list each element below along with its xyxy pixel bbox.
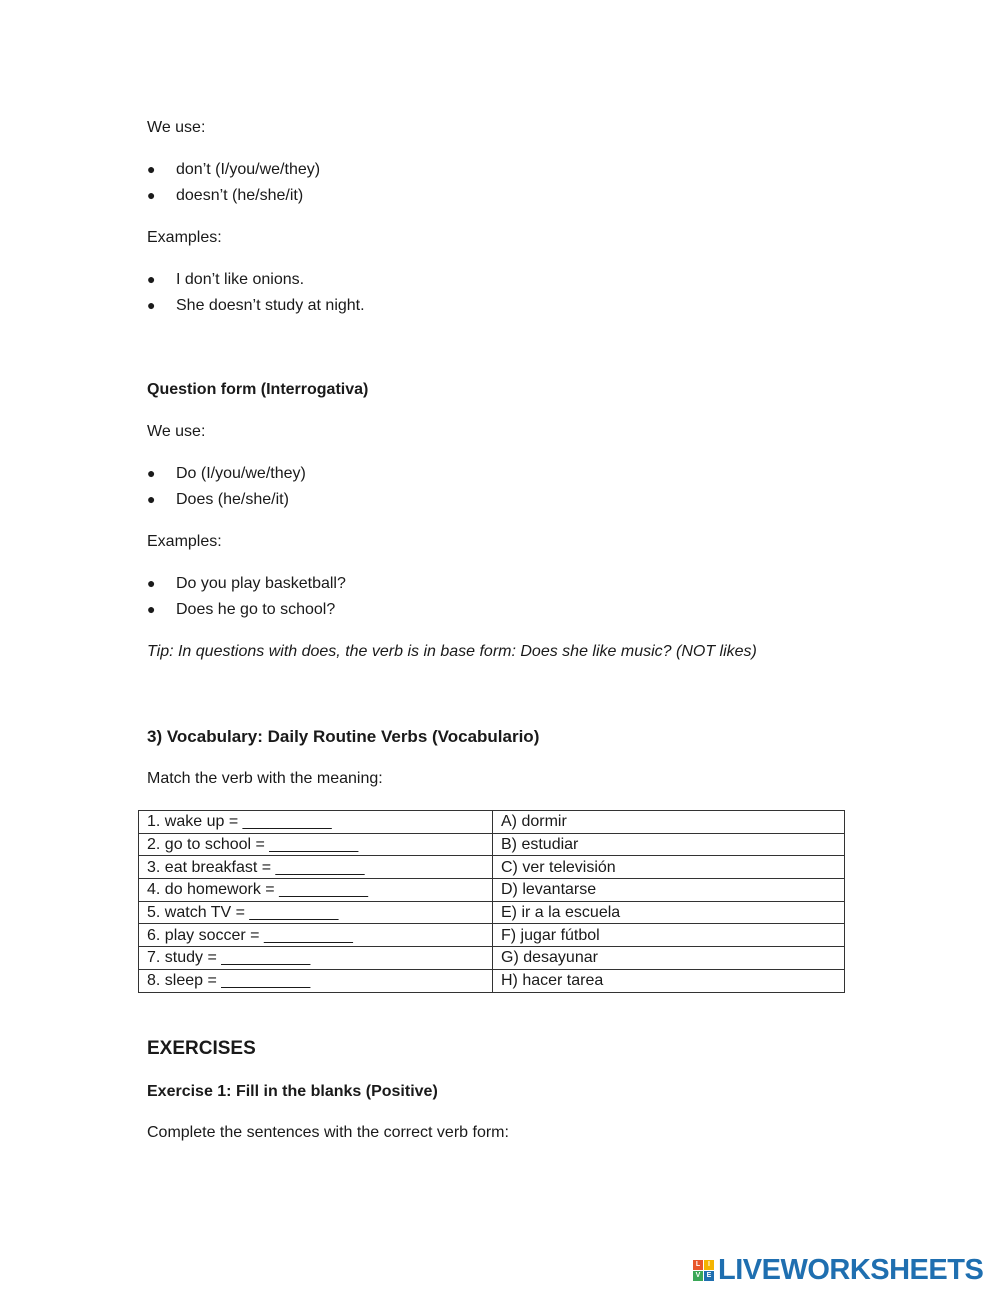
logo-tile: L (693, 1260, 703, 1270)
liveworksheets-logo (693, 1254, 983, 1287)
vocabulary-instruction: Match the verb with the meaning: (147, 770, 383, 787)
meaning-cell: E) ir a la escuela (493, 901, 845, 924)
table-row (139, 901, 845, 924)
table-row (139, 879, 845, 902)
tip-text: Tip: In questions with does, the verb is in base form: Does she like music? (NOT likes) (147, 643, 757, 660)
meaning-cell: C) ver televisión (493, 856, 845, 879)
logo-tile: E (704, 1271, 714, 1281)
meaning-cell: G) desayunar (493, 947, 845, 970)
list-item-text: Does (he/she/it) (176, 491, 289, 508)
we-use-label: We use: (147, 423, 206, 440)
list-item-text: doesn’t (he/she/it) (176, 187, 304, 204)
bullet-icon: ● (147, 187, 156, 203)
verb-cell: 1. wake up = __________ (139, 811, 493, 834)
logo-tile: I (704, 1260, 714, 1270)
vocabulary-table (138, 810, 845, 993)
bullet-icon: ● (147, 271, 156, 287)
meaning-cell: B) estudiar (493, 833, 845, 856)
meaning-cell: D) levantarse (493, 879, 845, 902)
table-row (139, 924, 845, 947)
table-row (139, 856, 845, 879)
verb-cell: 2. go to school = __________ (139, 833, 493, 856)
table-row (139, 811, 845, 834)
meaning-cell: H) hacer tarea (493, 969, 845, 992)
list-item-text: Does he go to school? (176, 601, 336, 618)
list-item-text: I don’t like onions. (176, 271, 305, 288)
list-item (147, 601, 335, 619)
list-item (147, 271, 304, 289)
logo-tile: V (693, 1271, 703, 1281)
verb-cell: 6. play soccer = __________ (139, 924, 493, 947)
examples-label: Examples: (147, 533, 222, 550)
list-item (147, 491, 289, 509)
bullet-icon: ● (147, 491, 156, 507)
logo-text: LIVEWORKSHEETS (718, 1254, 984, 1286)
table-row (139, 969, 845, 992)
list-item (147, 575, 346, 593)
exercise-1-heading: Exercise 1: Fill in the blanks (Positive) (147, 1083, 438, 1100)
bullet-icon: ● (147, 465, 156, 481)
list-item (147, 297, 365, 315)
verb-cell: 5. watch TV = __________ (139, 901, 493, 924)
question-heading: Question form (Interrogativa) (147, 381, 369, 398)
list-item (147, 187, 303, 205)
meaning-cell: A) dormir (493, 811, 845, 834)
verb-cell: 3. eat breakfast = __________ (139, 856, 493, 879)
list-item-text: don’t (I/you/we/they) (176, 161, 321, 178)
verb-cell: 4. do homework = __________ (139, 879, 493, 902)
logo-tiles-icon (693, 1260, 714, 1281)
we-use-label: We use: (147, 119, 206, 136)
list-item-text: Do you play basketball? (176, 575, 346, 592)
table-row (139, 947, 845, 970)
bullet-icon: ● (147, 297, 156, 313)
list-item-text: She doesn’t study at night. (176, 297, 365, 314)
list-item (147, 161, 320, 179)
table-row (139, 833, 845, 856)
meaning-cell: F) jugar fútbol (493, 924, 845, 947)
list-item (147, 465, 306, 483)
bullet-icon: ● (147, 601, 156, 617)
vocabulary-heading: 3) Vocabulary: Daily Routine Verbs (Vocabulario) (147, 727, 540, 746)
verb-cell: 8. sleep = __________ (139, 969, 493, 992)
verb-cell: 7. study = __________ (139, 947, 493, 970)
exercise-1-instruction: Complete the sentences with the correct verb form: (147, 1124, 509, 1141)
exercises-heading: EXERCISES (147, 1038, 256, 1059)
bullet-icon: ● (147, 575, 156, 591)
bullet-icon: ● (147, 161, 156, 177)
list-item-text: Do (I/you/we/they) (176, 465, 306, 482)
examples-label: Examples: (147, 229, 222, 246)
